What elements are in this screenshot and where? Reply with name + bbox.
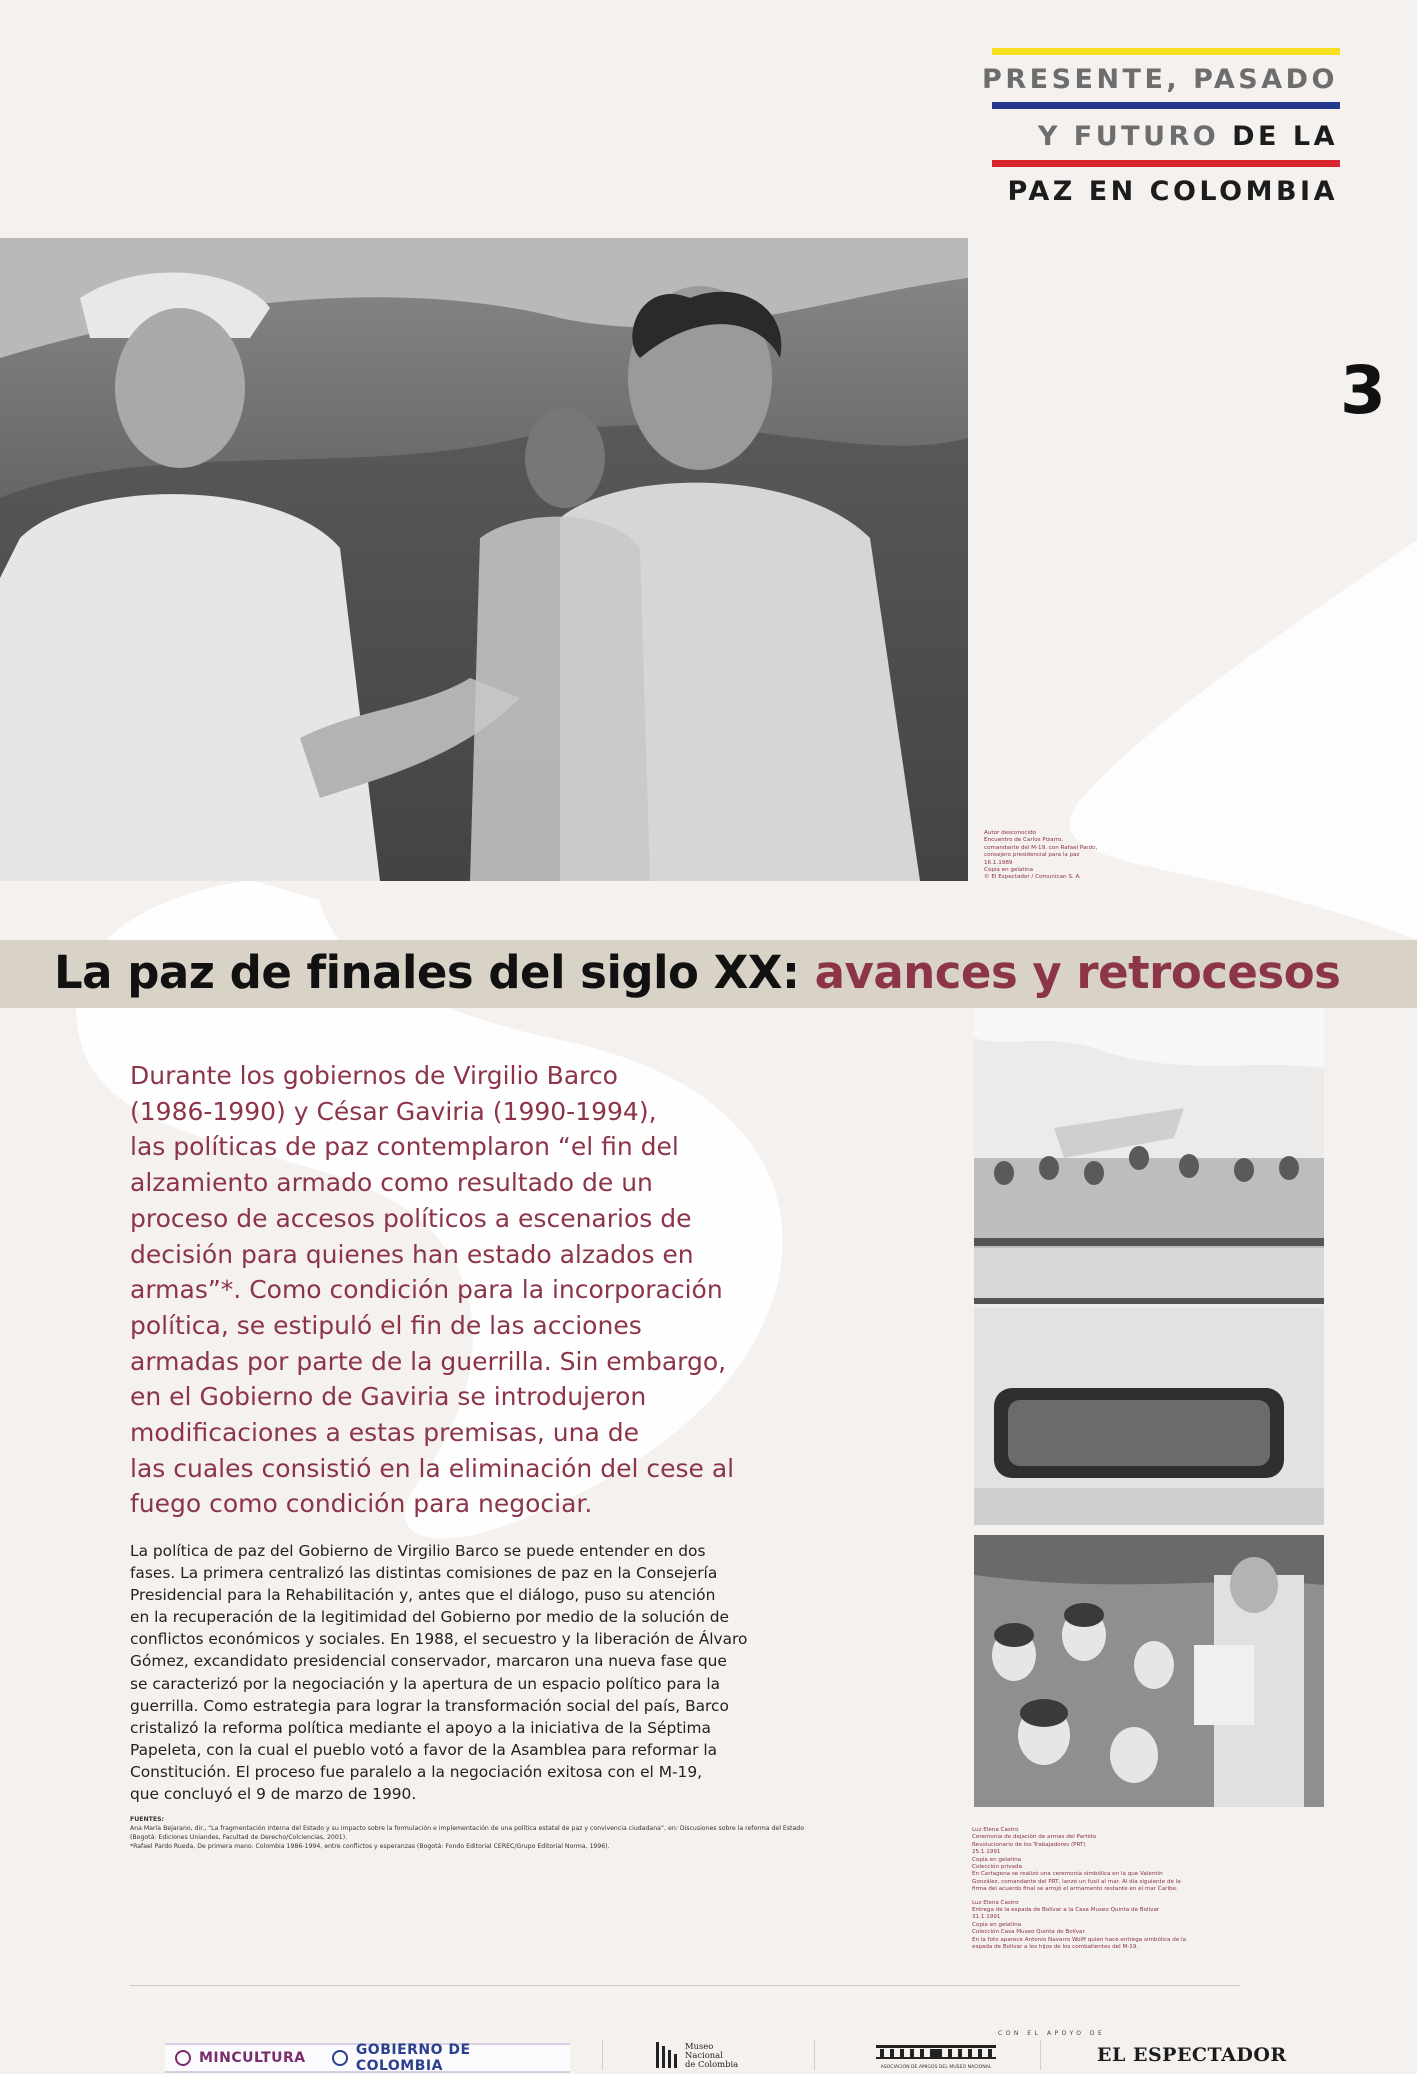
photo-handshake — [0, 238, 968, 881]
footer-rule — [130, 1985, 1240, 1986]
photo-boat-ceremony — [974, 1008, 1324, 1525]
header-line-1: PRESENTE, PASADO — [982, 64, 1338, 95]
gobierno-seal-icon — [332, 2050, 348, 2066]
flag-bar-blue — [992, 102, 1340, 109]
panel-number: 3 — [1340, 352, 1386, 429]
logo-el-espectador: EL ESPECTADOR — [1097, 2044, 1287, 2066]
sources: FUENTES: Ana María Bejarano, dir., “La fragmentación interna del Estado y su impacto sobre la formulación e implementación de una política estatal de paz y convivencia ciudadana”, en: Discusiones sobre la reforma del Estado (Bogotá: Ediciones Uniandes, Facultad de Derecho/Colciencias, 2001). *Rafael Pardo Rueda, De primera mano. Colombia 1986-1994, entre conflictos y esperanzas (Bogotá: Fondo Editorial CEREC/Grupo Editorial Norma, 1996). — [130, 1816, 804, 1850]
footer-separator — [814, 2040, 815, 2070]
logo-museo-nacional: Museo Nacional de Colombia — [655, 2040, 738, 2070]
header-line-2: Y FUTURO DE LA — [1037, 121, 1338, 152]
body-paragraph: La política de paz del Gobierno de Virgilio Barco se puede entender en dos fases. La primera centralizó las distintas comisiones de paz en la Consejería Presidencial para la Rehabilitación y, antes que el diálogo, puso su atención en la recuperación de la legitimidad del Gobierno por medio de la solución de conflictos económicos y sociales. En 1988, el secuestro y la liberación de Álvaro Gómez, excandidato presidencial conservador, marcaron una nueva fase que se caracterizó por la negociación y la apertura de un espacio político para la guerrilla. Como estrategia para lograr la transformación social del país, Barco cristalizó la reforma política mediante el apoyo a la iniciativa de la Séptima Papeleta, con la cual el pueblo votó a favor de la Asamblea para reformar la Constitución. El proceso fue paralelo a la negociación exitosa con el M-19, que concluyó el 9 de marzo de 1990. — [130, 1542, 748, 1804]
building-facade-icon — [876, 2045, 996, 2059]
lead-paragraph: Durante los gobiernos de Virgilio Barco (1986-1990) y César Gaviria (1990-1994), las políticas de paz contemplaron “el fin del alzamiento armado como resultado de un proceso de accesos políticos a escenarios de decisión para quienes han estado alzados en armas”*. Como condición para la incorporación política, se estipuló el fin de las acciones armadas por parte de la guerrilla. Sin embargo, en el Gobierno de Gaviria se introdujeron modificaciones a estas premisas, una de las cuales consistió en la eliminación del cese al fuego como condición para negociar. — [130, 1061, 735, 1519]
flag-bar-yellow — [992, 48, 1340, 55]
exhibit-header — [982, 48, 1340, 218]
footer-separator — [602, 2040, 603, 2070]
logo-mincultura: MINCULTURA — [165, 2043, 325, 2073]
footer-separator — [1040, 2040, 1041, 2070]
caption-main-photo: Autor desconocido Encuentro de Carlos Pizarro, comandante del M-19, con Rafael Pardo, consejero presidencial para la paz 16.1.1989 Copia en gelatina © El Espectador / Comunican S. A. — [984, 830, 1098, 881]
flag-bar-red — [992, 160, 1340, 167]
section-title: La paz de finales del siglo XX: avances y retrocesos — [54, 946, 1341, 999]
museo-columns-icon — [655, 2040, 679, 2070]
header-line-3: PAZ EN COLOMBIA — [1007, 176, 1338, 207]
caption-right-photos: Luz Elena Castro Ceremonia de dejación de armas del Partido Revolucionario de los Trabajadores (PRT) 25.1.1991 Copia en gelatina Colección privada En Cartagena se realizó una ceremonia simbólica en la que Valentín González, comandante del PRT, lanzó un fusil al mar. Al día siguiente de la firma del acuerdo final se arrojó el armamento restante en el mar Caribe. Luz Elena Castro Entrega de la espada de Bolívar a la Casa Museo Quinta de Bolívar 31.1.1991 Copia en gelatina Colección Casa Museo Quinta de Bolívar En la foto aparece Antonio Navarro Wolff quien hace entrega simbólica de la espada de Bolívar a los hijos de los combatientes del M-19. — [972, 1827, 1187, 1951]
support-label: CON EL APOYO DE — [998, 2030, 1106, 2037]
colombia-seal-icon — [175, 2050, 191, 2066]
photo-sword-delivery — [974, 1535, 1324, 1807]
logo-gobierno: GOBIERNO DE COLOMBIA — [322, 2043, 570, 2073]
logo-amigos-museo: ASOCIACIÓN DE AMIGOS DEL MUSEO NACIONAL — [876, 2044, 996, 2071]
